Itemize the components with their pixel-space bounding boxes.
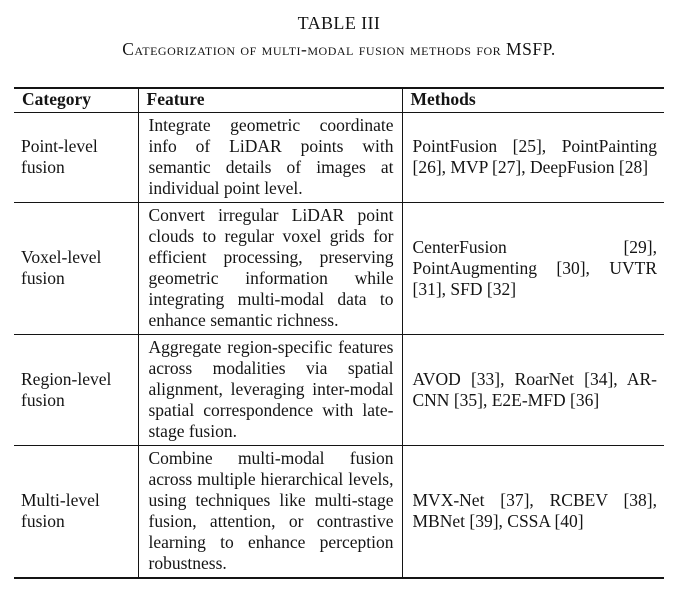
methods-cell: MVX-Net [37], RCBEV [38], MBNet [39], CSSA [40] <box>402 446 664 579</box>
table-caption-block <box>0 0 678 60</box>
category-cell: Region-level fusion <box>21 368 112 410</box>
table-row <box>14 335 664 446</box>
table-row <box>14 113 664 203</box>
methods-cell: CenterFusion [29], PointAugmenting [30], UVTR [31], SFD [32] <box>402 203 664 335</box>
table-title: Categorization of multi-modal fusion methods for MSFP. <box>122 39 556 59</box>
table-row <box>14 203 664 335</box>
feature-cell: Convert irregular LiDAR point clouds to regular voxel grids for efficient processing, preserving geometric information while integrating multi-modal data to enhance semantic richness. <box>138 203 402 335</box>
header-row <box>14 88 664 113</box>
column-header-category: Category <box>22 89 92 109</box>
table-row <box>14 446 664 579</box>
methods-cell: AVOD [33], RoarNet [34], AR-CNN [35], E2E-MFD [36] <box>402 335 664 446</box>
feature-cell: Aggregate region-specific features across modalities via spatial alignment, leveraging inter-modal spatial correspondence with late-stage fusion. <box>138 335 402 446</box>
table-number: TABLE III <box>297 13 381 33</box>
category-cell: Voxel-level fusion <box>21 247 102 288</box>
feature-cell: Integrate geometric coordinate info of LiDAR points with semantic details of images at individual point level. <box>138 113 402 203</box>
column-header-methods: Methods <box>402 88 664 113</box>
column-header-feature: Feature <box>138 88 402 113</box>
category-cell: Multi-level fusion <box>21 490 100 531</box>
category-cell: Point-level fusion <box>21 136 98 177</box>
feature-cell: Combine multi-modal fusion across multiple hierarchical levels, using techniques like multi-stage fusion, attention, or contrastive learning to enhance perception robustness. <box>138 446 402 579</box>
fusion-methods-table <box>14 87 664 579</box>
methods-cell: PointFusion [25], PointPainting [26], MVP [27], DeepFusion [28] <box>402 113 664 203</box>
